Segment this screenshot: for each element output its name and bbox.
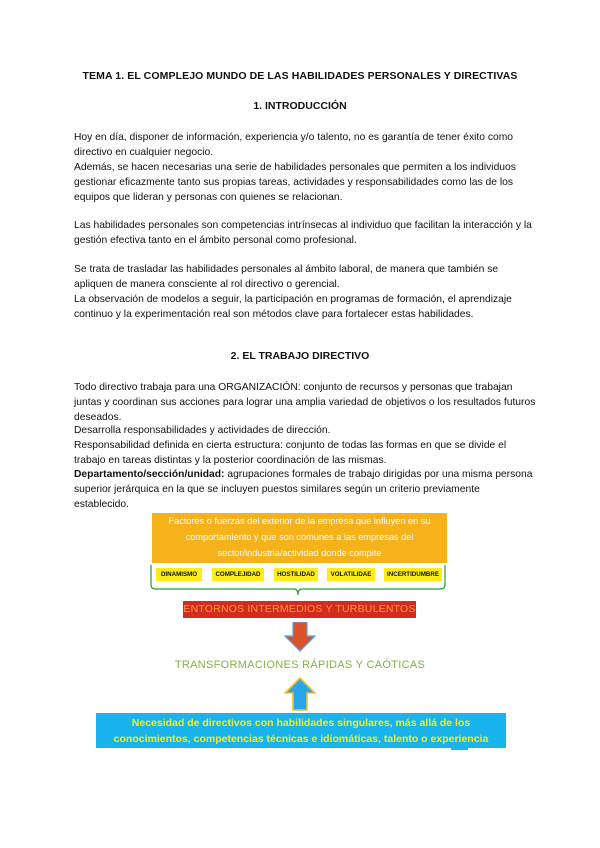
- external-factors-box: Factores o fuerzas del exterior de la empresa que influyen en su comportamiento y que son comunes a las empresas del sector/industria/actividad donde compite: [152, 513, 447, 563]
- definition-text: agrupaciones formales de trabajo dirigidas por una misma persona superior jerárquica en la que se incluyen puestos similares según un criterio previamente establecido.: [74, 469, 533, 511]
- document-title: TEMA 1. EL COMPLEJO MUNDO DE LAS HABILIDADES PERSONALES Y DIRECTIVAS: [82, 70, 518, 82]
- paragraph: Hoy en día, disponer de información, experiencia y/o talento, no es garantía de tener éxito como directivo en cualquier negocio.: [74, 132, 514, 159]
- turbulent-environments-box: ENTORNOS INTERMEDIOS Y TURBULENTOS: [183, 601, 416, 618]
- chip-incertidumbre: INCERTIDUMBRE: [384, 568, 442, 581]
- paragraph: Se trata de trasladar las habilidades personales al ámbito laboral, de manera que también se apliquen de manera consciente al rol directivo o gerencial.: [74, 264, 499, 291]
- section-title-trabajo-directivo: 2. EL TRABAJO DIRECTIVO: [230, 350, 370, 362]
- down-arrow-icon: [284, 622, 316, 652]
- paragraph: Responsabilidad definida en cierta estructura: conjunto de todas las formas en que se divide el trabajo en tareas distintas y la posterior coordinación de las mismas.: [74, 440, 507, 467]
- paragraph: La observación de modelos a seguir, la participación en programas de formación, el aprendizaje continuo y la experimentación real son métodos clave para fortalecer estas habilidades.: [74, 294, 512, 321]
- chip-hostilidad: HOSTILIDAD: [274, 568, 318, 581]
- definition-paragraph: [74, 467, 536, 513]
- definition-term: Departamento/sección/unidad:: [74, 469, 225, 480]
- paragraph: Desarrolla responsabilidades y actividades de dirección.: [74, 425, 331, 436]
- paragraph: Las habilidades personales son competencias intrínsecas al individuo que facilitan la interacción y la gestión efectiva tanto en el ámbito personal como profesional.: [74, 220, 532, 247]
- directive-needs-box: Necesidad de directivos con habilidades singulares, más allá de los conocimientos, competencias técnicas e idiomáticas, talento o experiencia: [96, 713, 506, 748]
- box-tab-decoration: [451, 748, 468, 750]
- section-title-introduccion: 1. INTRODUCCIÓN: [253, 100, 347, 112]
- chip-dinamismo: DINAMISMO: [156, 568, 202, 581]
- chip-volatilidad: VOLATILIDAE: [327, 568, 375, 581]
- transformations-label: TRANSFORMACIONES RÁPIDAS Y CAÓTICAS: [174, 659, 426, 671]
- paragraph: Además, se hacen necesarias una serie de habilidades personales que permiten a los individuos gestionar eficazmente tanto sus propias tareas, actividades y responsabilidades como las de los equipos que lideran y personas con quienes se relacionan.: [74, 162, 516, 204]
- chip-complejidad: COMPLEJIDAD: [212, 568, 264, 581]
- up-arrow-icon: [284, 677, 316, 711]
- paragraph: Todo directivo trabaja para una ORGANIZACIÓN: conjunto de recursos y personas que trabajan juntas y coordinan sus acciones para lograr una amplia variedad de objetivos o los resultados futuros deseados.: [74, 382, 536, 424]
